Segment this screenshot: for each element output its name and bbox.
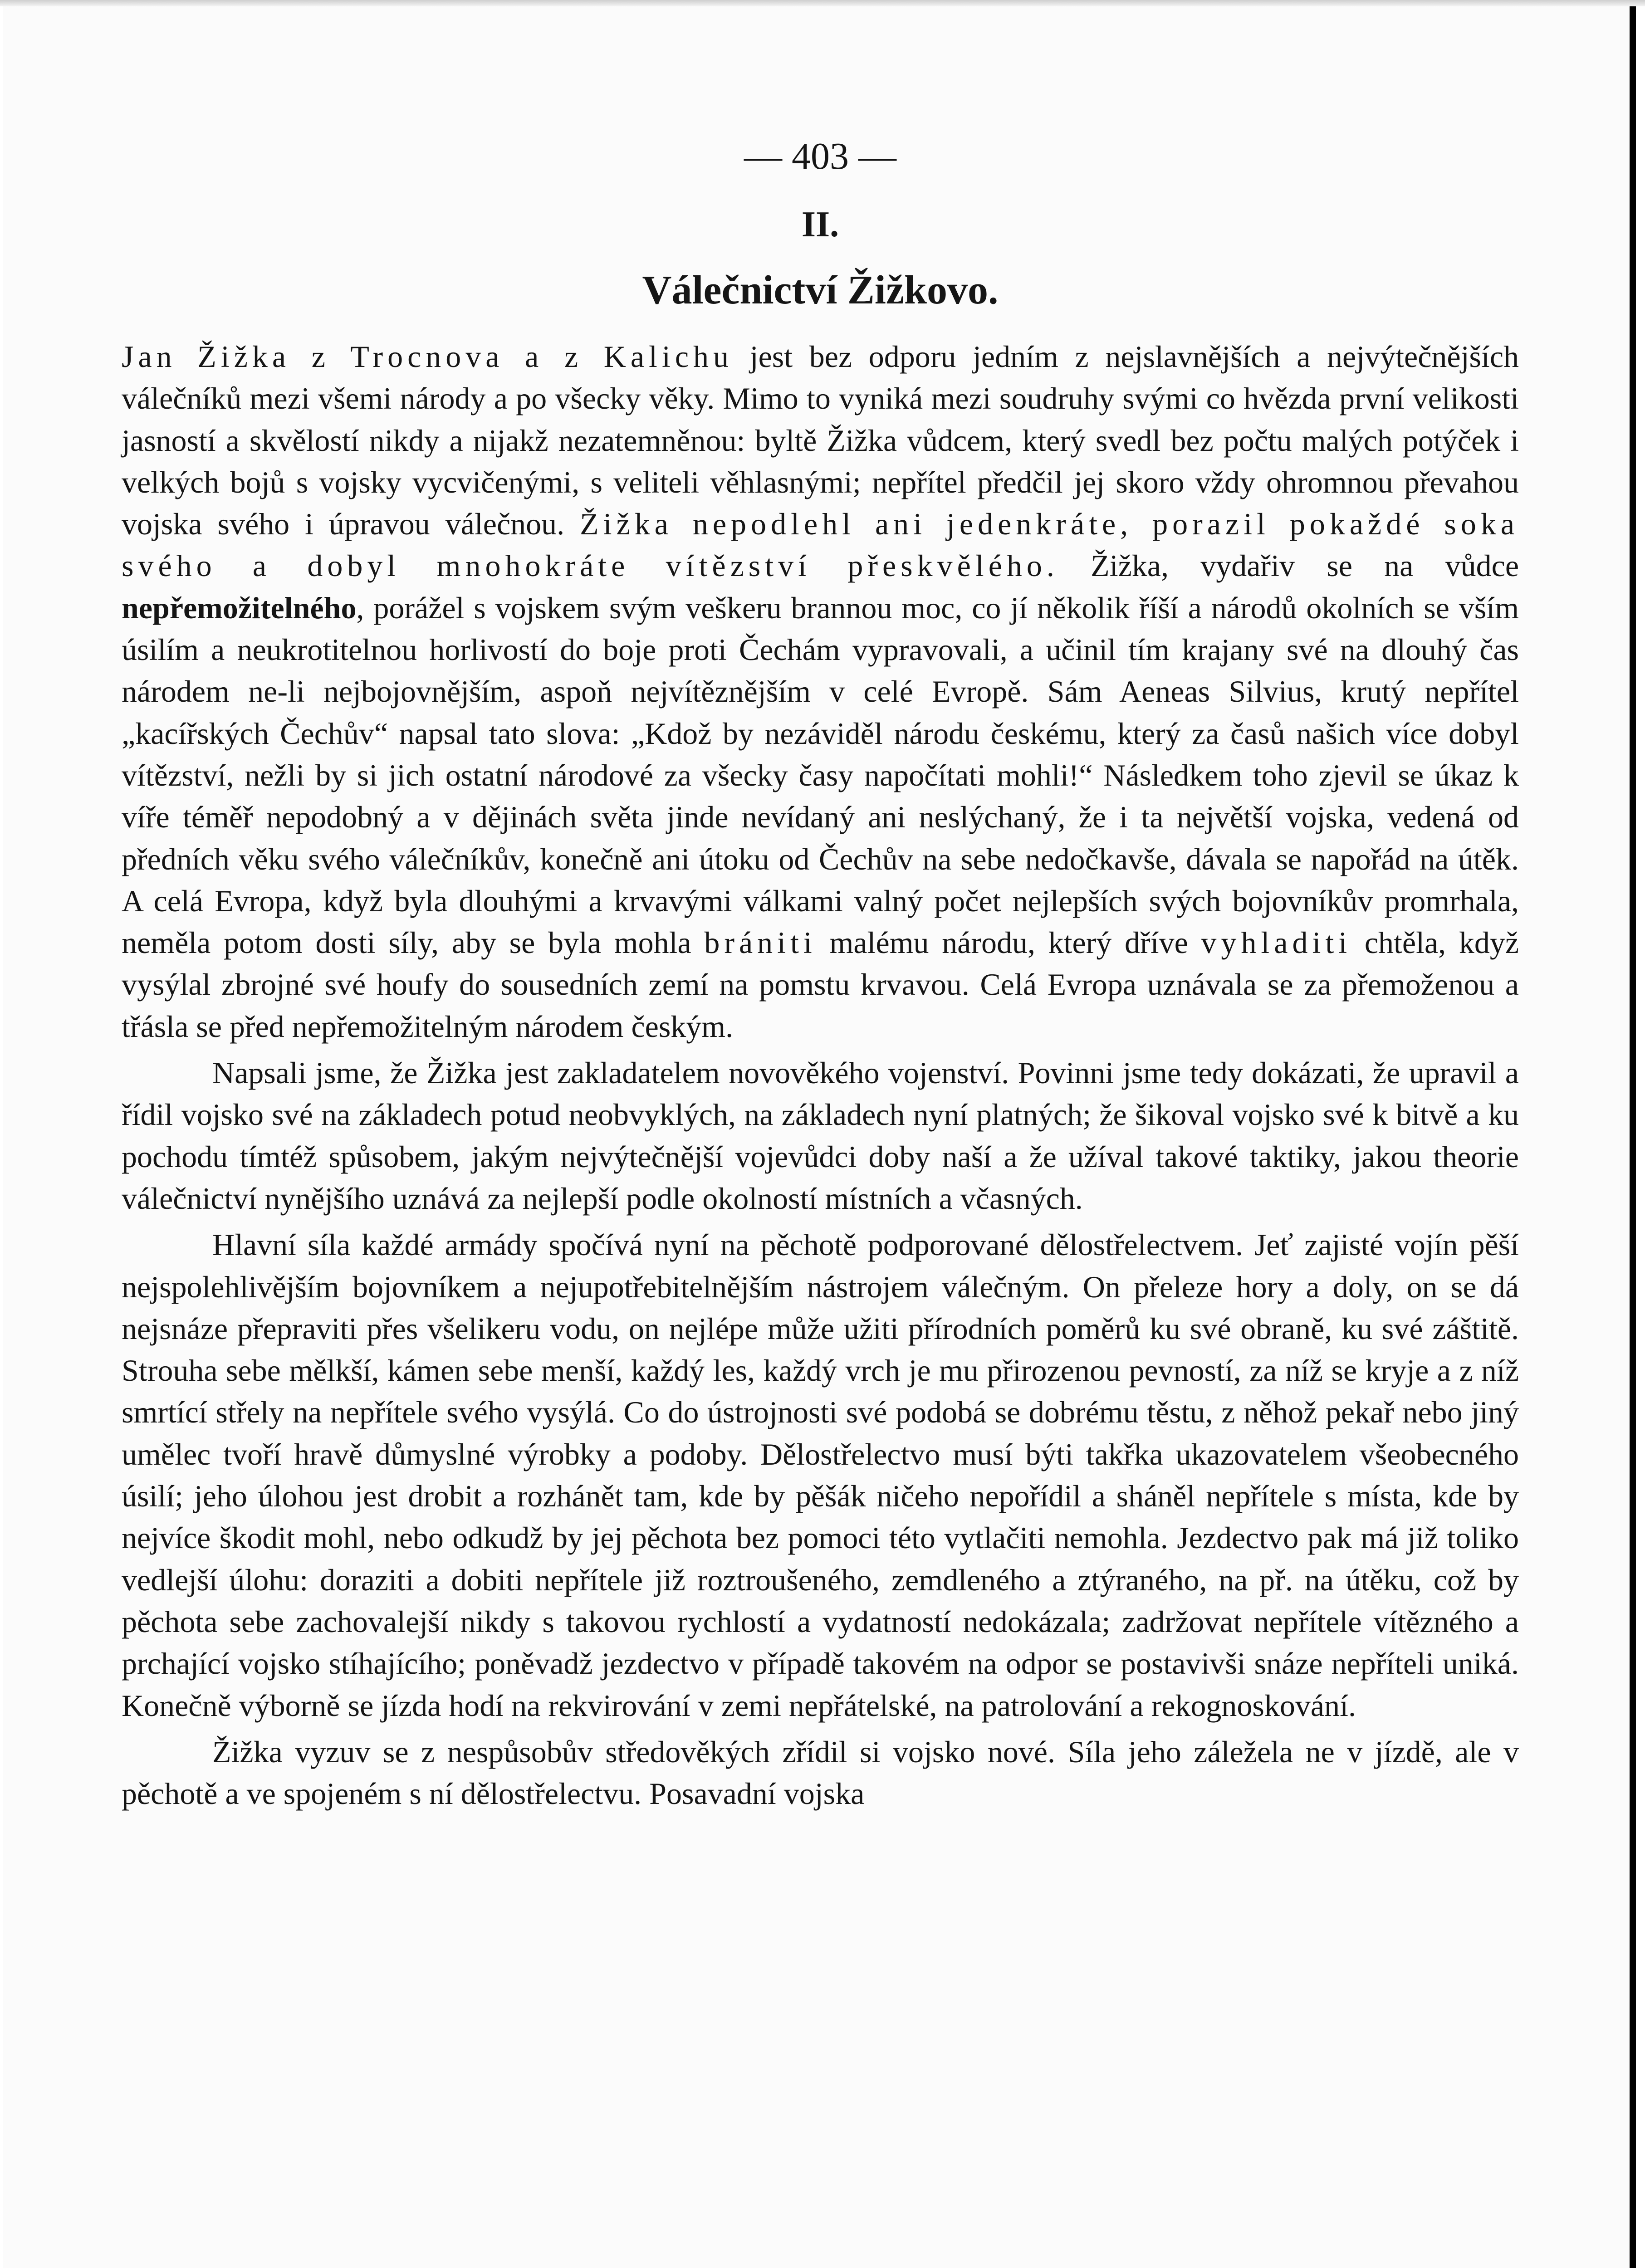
text-run: Žižka vyzuv se z nespůsobův středověkých zřídil si vojsko nové. Síla jeho záleželа ne v jízdě, ale v pěchotě a ve spojeném s ní dělostřelectvu. Posavadní vojska bbox=[122, 1734, 1519, 1811]
text-run: vyhladiti bbox=[1201, 925, 1352, 960]
paragraph bbox=[122, 1224, 1519, 1726]
chapter-title: Válečnictví Žižkovo. bbox=[642, 268, 999, 313]
page-number: — 403 — bbox=[744, 135, 896, 177]
paragraph bbox=[122, 1052, 1519, 1219]
page-edge bbox=[0, 0, 1645, 6]
text-run: Jan Žižka z Trocnova a z Kalichu bbox=[122, 339, 734, 374]
text-run: Žižka, vydařiv se na vůdce bbox=[1058, 548, 1519, 583]
paragraph bbox=[122, 1731, 1519, 1815]
text-run: jest bez odporu jedním z nejslavnějších a nejvýtečnějších válečníků mezi všemi národy a po všecky věky. Mimo to vyniká mezi soudruhy svými co hvězda první velikosti jasností a skvělostí nikdy a nijakž nezatemněnou: byltě Žižka vůdcem, který svedl bez počtu malých potýček i velkých bojů s vojsky vycvičenými, s veliteli věhlasnými; nepřítel předčil jej skoro vždy ohromnou převahou vojska svého i úpravou válečnou. bbox=[122, 339, 1519, 542]
text-run: nepřemožitelného bbox=[122, 590, 357, 625]
text-run: Napsali jsme, že Žižka jest zakladatelem novověkého vojenství. Povinni jsme tedy dokázati, že upravil a řídil vojsko své na základech potud neobvyklých, na základech nyní platných; že šikoval vojsko své k bitvě a ku pochodu tímtéž spůsobem, jakým nejvýtečnější vojevůdci doby naší a že užíval takové taktiky, jakou theorie válečnictví nynějšího uznává za nejlepší podle okolností místních a včasných. bbox=[122, 1056, 1519, 1216]
section-number: II. bbox=[801, 205, 839, 244]
page-text bbox=[122, 132, 1519, 1814]
text-run: Hlavní síla každé armády spočívá nyní na pěchotě podporované dělostřelectvem. Jeť zajisté vojín pěší nejspolehlivějším bojovníkem a nejupotřebitelnějším nástrojem válečným. On přeleze hory a doly, on se dá nejsnáze přepraviti přes všelikeru vodu, on nejlépe může užiti přírodních poměrů ku své obraně, ku své záštitě. Strouha sebe mělkší, kámen sebe menší, každý les, každý vrch je mu přirozenou pevností, za níž se kryje a z níž smrtící střely na nepřítele svého vysýlá. Co do ústrojnosti své podobá se dobrému těstu, z něhož pekař nebo jiný umělec tvoří hravě důmyslné výrobky a podoby. Dělostřelectvo musí býti takřka ukazovatelem všeobecného úsilí; jeho úlohou jest drobit a rozhánět tam, kde by pěšák ničeho nepořídil a sháněl nepřítele s místa, kde by nejvíce škodit mohl, nebo odkudž by jej pěchota bez pomoci této vytlačiti nemohla. Jezdectvo pak má již toliko vedlejší úlohu: doraziti a dobiti nepřítele již roztroušeného, zemdleného a ztýraného, na př. na útěku, což by pěchota sebe zachovalejší nikdy s takovou rychlostí a vydatností nedokázala; zadržovat nepřítele vítězného a prchající vojsko stíhajícího; poněvadž jezdectvo v případě takovém na odpor se postavivši snáze nepříteli uniká. Konečně výborně se jízda hodí na rekvirování v zemi nepřátelské, na patrolování a rekognoskování. bbox=[122, 1227, 1519, 1723]
text-run: , porážel s vojskem svým veškeru brannou moc, co jí několik říší a národů okolních se vším úsilím a neukrotitelnou horlivostí do boje proti Čechám vypravovali, a učinil tím krajany své na dlouhý čas národem ne-li nejbojovnějším, aspoň nejvítěznějším v celé Evropě. Sám Aeneas Silvius, krutý nepřítel „kacířských Čechův“ napsal tato slova: „Kdož by nezáviděl národu českému, který za časů našich více dobyl vítězství, nežli by si jich ostatní národové za všecky časy napočítati mohli!“ Následkem toho zjevil se úkaz k víře téměř nepodobný a v dějinách světa jinde nevídaný ani neslýchaný, že i ta největší vojska, vedená od předních věku svého válečníkův, konečně ani útoku od Čechův na sebe nedočkavše, dávala se napořád na útěk. A celá Evropa, když byla dlouhými a krvavými válkami valný počet nejlepších svých bojovníkův promrhala, neměla potom dosti síly, aby se byla mohla bbox=[122, 590, 1519, 960]
paragraph bbox=[122, 336, 1519, 1047]
text-run: chtěla, když vysýlal zbrojné své houfy do sousedních zemí na pomstu krvavou. Celá Evropa uznávala se za přemoženou a třásla se před nepřemožitelným národem českým. bbox=[122, 925, 1519, 1044]
text-run: brániti bbox=[704, 925, 817, 960]
text-run: Žižka nepodlehl ani jedenkráte, porazil pokaždé soka svého a dobyl mnohokráte vítězství přeskvělého. bbox=[122, 507, 1519, 583]
text-run: malému národu, který dříve bbox=[816, 925, 1201, 960]
